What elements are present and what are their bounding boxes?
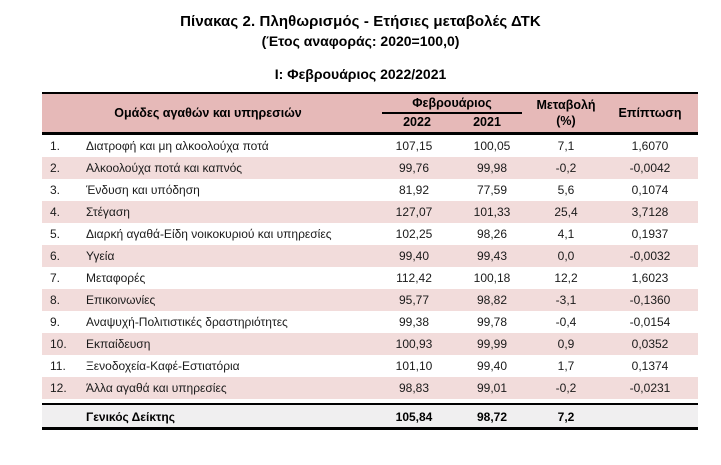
row-index-2021: 99,43	[476, 249, 508, 263]
row-index-2021: 99,40	[476, 359, 508, 373]
row-index-2022: 100,93	[395, 337, 433, 351]
row-index-2022: 95,77	[398, 293, 430, 307]
row-index-2021: 99,98	[476, 161, 508, 175]
row-impact: 0,1937	[631, 227, 669, 241]
row-impact: -0,0042	[629, 161, 671, 175]
row-number: 6.	[50, 249, 61, 263]
row-change-pct: 0,0	[557, 249, 575, 263]
row-label: Εκπαίδευση	[86, 337, 151, 351]
table-row	[42, 311, 698, 333]
page-title: Πίνακας 2. Πληθωρισμός - Ετήσιες μεταβολές ΔΤΚ	[180, 13, 541, 30]
row-change-pct: 1,7	[557, 359, 575, 373]
row-change-pct: -0,2	[555, 381, 577, 395]
row-impact: 1,6023	[631, 271, 669, 285]
row-index-2022: 99,38	[398, 315, 430, 329]
row-number: 10.	[50, 337, 67, 351]
page-subtitle: (Έτος αναφοράς: 2020=100,0)	[261, 33, 460, 49]
row-index-2022: 99,76	[398, 161, 430, 175]
column-header-change-line2: (%)	[556, 114, 576, 128]
row-index-2021: 99,78	[476, 315, 508, 329]
table-row	[42, 355, 698, 377]
row-index-2021: 99,01	[476, 381, 508, 395]
row-impact: -0,0231	[629, 381, 671, 395]
column-header-change-line1: Μεταβολή	[536, 98, 596, 112]
table-row	[42, 289, 698, 311]
row-impact: 0,0352	[631, 337, 669, 351]
row-impact: 1,6070	[631, 139, 669, 153]
row-index-2022: 112,42	[396, 271, 432, 285]
row-index-2021: 98,82	[476, 293, 508, 307]
row-impact: 0,1074	[631, 183, 669, 197]
row-change-pct: 0,9	[557, 337, 575, 351]
table-row	[42, 179, 698, 201]
row-change-pct: -0,2	[555, 161, 577, 175]
row-change-pct: 7,1	[557, 139, 575, 153]
row-label: Επικοινωνίες	[86, 293, 156, 307]
row-label: Υγεία	[86, 249, 115, 263]
total-change: 7,2	[557, 410, 575, 424]
row-number: 8.	[50, 293, 61, 307]
row-number: 1.	[50, 139, 61, 153]
row-index-2021: 98,26	[476, 227, 508, 241]
column-header-years	[382, 114, 522, 131]
row-number: 9.	[50, 315, 61, 329]
row-label: Στέγαση	[86, 205, 130, 219]
row-number: 7.	[50, 271, 61, 285]
row-change-pct: -3,1	[555, 293, 577, 307]
column-header-month-group	[374, 94, 530, 132]
column-header-month-label: Φεβρουάριος	[412, 96, 492, 110]
row-impact: 0,1374	[631, 359, 669, 373]
row-index-2022: 99,40	[398, 249, 430, 263]
column-header-impact: Επίπτωση	[618, 106, 682, 120]
table-row	[42, 201, 698, 223]
table-header-row	[42, 92, 698, 135]
row-change-pct: 12,2	[554, 271, 578, 285]
table-row	[42, 223, 698, 245]
total-label: Γενικός Δείκτης	[86, 410, 175, 424]
row-index-2022: 127,07	[395, 205, 433, 219]
row-label: Αλκοολούχα ποτά και καπνός	[86, 161, 243, 175]
row-number: 4.	[50, 205, 61, 219]
table-body	[42, 135, 698, 399]
row-number: 5.	[50, 227, 61, 241]
row-label: Μεταφορές	[86, 271, 146, 285]
row-number: 2.	[50, 161, 61, 175]
table-row	[42, 377, 698, 399]
row-number: 12.	[50, 381, 67, 395]
total-2022: 105,84	[395, 410, 433, 424]
inflation-table	[42, 92, 698, 430]
row-label: Διαρκή αγαθά-Είδη νοικοκυριού και υπηρεσίες	[86, 227, 332, 241]
column-header-2021: 2021	[473, 115, 501, 129]
table-row	[42, 245, 698, 267]
row-impact: -0,1360	[629, 293, 671, 307]
row-index-2021: 100,18	[473, 271, 511, 285]
row-index-2021: 99,99	[476, 337, 508, 351]
row-label: Αναψυχή-Πολιτιστικές δραστηριότητες	[86, 315, 288, 329]
column-header-change	[530, 94, 602, 132]
total-num-spacer	[42, 405, 86, 430]
row-impact: -0,0154	[629, 315, 671, 329]
row-index-2022: 107,15	[395, 139, 433, 153]
table-row	[42, 267, 698, 289]
row-number: 11.	[50, 359, 66, 373]
row-number: 3.	[50, 183, 61, 197]
row-index-2021: 101,33	[473, 205, 511, 219]
row-index-2022: 81,92	[398, 183, 430, 197]
row-label: Διατροφή και μη αλκοολούχα ποτά	[86, 139, 269, 153]
row-index-2021: 77,59	[476, 183, 508, 197]
row-change-pct: 4,1	[557, 227, 575, 241]
row-label: Ένδυση και υπόδηση	[86, 183, 200, 197]
column-header-2022: 2022	[403, 115, 431, 129]
row-impact: 3,7128	[631, 205, 669, 219]
row-index-2021: 100,05	[473, 139, 511, 153]
row-index-2022: 98,83	[398, 381, 430, 395]
section-title: Ι: Φεβρουάριος 2022/2021	[274, 66, 447, 82]
row-impact: -0,0032	[629, 249, 671, 263]
table-row	[42, 157, 698, 179]
table-row	[42, 333, 698, 355]
row-label: Ξενοδοχεία-Καφέ-Εστιατόρια	[86, 359, 240, 373]
total-impact	[602, 405, 698, 430]
row-index-2022: 102,25	[395, 227, 433, 241]
table-row	[42, 135, 698, 157]
row-label: Άλλα αγαθά και υπηρεσίες	[86, 381, 227, 395]
row-change-pct: 25,4	[554, 205, 578, 219]
total-2021: 98,72	[476, 410, 508, 424]
row-change-pct: -0,4	[555, 315, 577, 329]
column-header-groups: Ομάδες αγαθών και υπηρεσιών	[114, 106, 302, 120]
row-index-2022: 101,10	[395, 359, 433, 373]
row-change-pct: 5,6	[557, 183, 575, 197]
total-row	[42, 403, 698, 430]
